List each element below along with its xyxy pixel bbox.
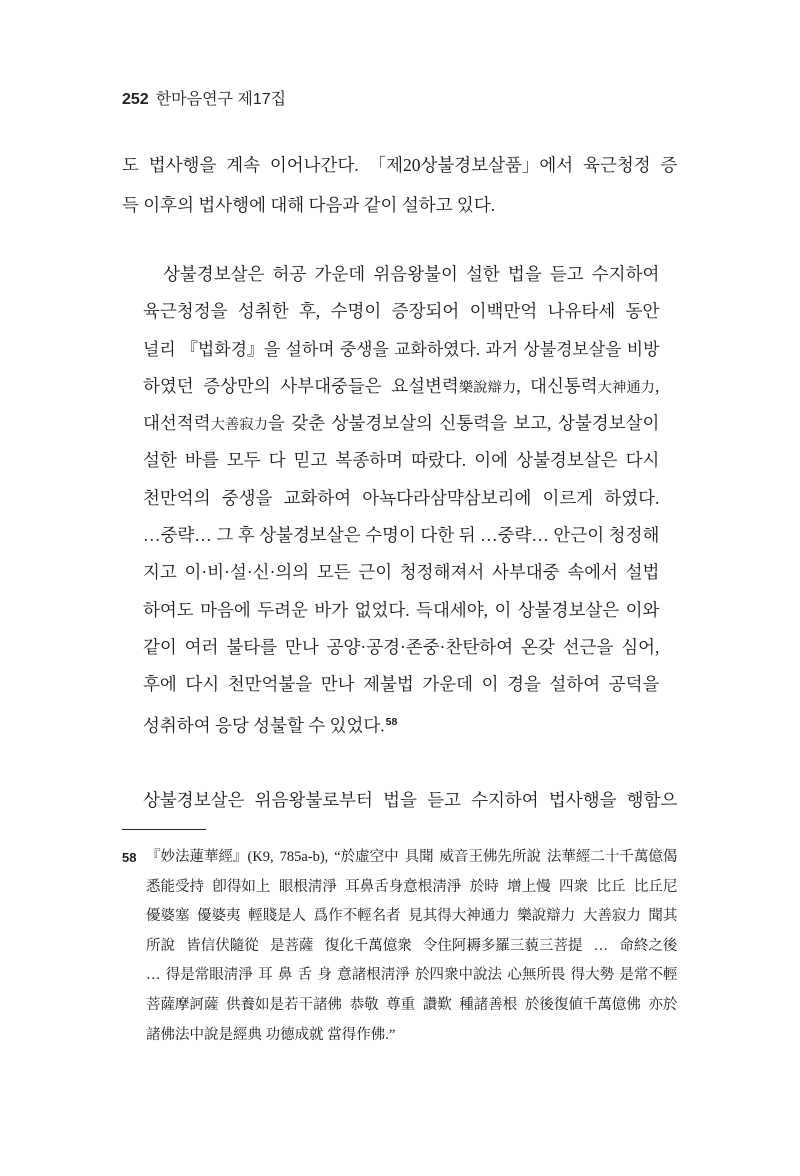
quote-line: 상불경보살은 허공 가운데 위음왕불이 설한 법을 듣고 수지하여 bbox=[163, 264, 660, 284]
footnote-line: … 得是常眼淸淨 耳 鼻 舌 身 意諸根淸淨 於四衆中說法 心無所畏 得大勢 是常不輕 bbox=[146, 967, 678, 984]
quote-line: 하여도 마음에 두려운 바가 없었다. 득대세야, 이 상불경보살은 이와 bbox=[143, 599, 660, 620]
quote-line: 천만억의 중생을 교화하여 아뇩다라삼먁삼보리에 이르게 하였다. bbox=[143, 487, 660, 508]
text-line: 도 법사행을 계속 이어나간다. 「제20상불경보살품」에서 육근청정 증 bbox=[122, 155, 678, 175]
quote-line bbox=[143, 704, 660, 741]
footnote-text bbox=[146, 843, 678, 1050]
quote-line: 하였던 증상만의 사부대중들은 요설변력樂說辯力, 대신통력大神通力, bbox=[143, 375, 660, 396]
footnote-line: 諸佛法中說是經典 功德成就 當得作佛.” bbox=[146, 1026, 396, 1043]
text-line: 득 이후의 법사행에 대해 다음과 같이 설하고 있다. bbox=[122, 195, 496, 215]
footnote-line: 優婆塞 優婆夷 輕賤是人 爲作不輕名者 見其得大神通力 樂說辯力 大善寂力 聞其 bbox=[146, 908, 678, 925]
quote-line: 육근청정을 성취한 후, 수명이 증장되어 이백만억 나유타세 동안 bbox=[143, 301, 660, 322]
footnote-line: 菩薩摩訶薩 供養如是若干諸佛 恭敬 尊重 讚歎 種諸善根 於後復値千萬億佛 亦於 bbox=[146, 996, 678, 1013]
footnote-line: 所說 皆信伏隨從 是菩薩 復化千萬億衆 令住阿耨多羅三藐三菩提 … 命終之後 bbox=[146, 937, 678, 954]
quote-line: 후에 다시 천만억불을 만나 제불법 가운데 이 경을 설하여 공덕을 bbox=[143, 674, 660, 695]
footnote-divider bbox=[122, 829, 206, 830]
block-quote bbox=[143, 256, 660, 741]
hanja-gloss: 樂說辯力 bbox=[458, 379, 517, 396]
quote-line: 대선적력大善寂力을 갖춘 상불경보살의 신통력을 보고, 상불경보살이 bbox=[143, 413, 660, 434]
text-line: 상불경보살은 위음왕불로부터 법을 듣고 수지하여 법사행을 행함으 bbox=[143, 790, 678, 810]
body-paragraph bbox=[122, 780, 678, 820]
footnote-number: 58 bbox=[122, 850, 137, 865]
quote-line-text: 성취하여 응당 성불할 수 있었다. bbox=[143, 714, 385, 735]
journal-title: 한마음연구 제17집 bbox=[155, 91, 287, 108]
body-paragraph bbox=[122, 145, 678, 225]
hanja-gloss: 大善寂力 bbox=[210, 417, 268, 434]
quote-line: …중략… 그 후 상불경보살은 수명이 다한 뒤 …중략… 안근이 청정해 bbox=[143, 525, 660, 546]
quote-line: 설한 바를 모두 다 믿고 복종하며 따랐다. 이에 상불경보살은 다시 bbox=[143, 450, 660, 471]
footnote-line: 『妙法蓮華經』(K9, 785a-b), “於虛空中 具聞 威音王佛先所說 法華經二十千萬億偈 bbox=[146, 849, 678, 865]
hanja-gloss: 大神通力 bbox=[597, 379, 656, 396]
page-number: 252 bbox=[122, 91, 149, 108]
footnote-reference: 58 bbox=[385, 715, 398, 728]
running-header bbox=[122, 90, 286, 110]
quote-line: 널리 『법화경』을 설하며 중생을 교화하였다. 과거 상불경보살을 비방 bbox=[143, 339, 660, 359]
quote-line: 지고 이·비·설·신·의의 모든 근이 청정해져서 사부대중 속에서 설법 bbox=[143, 562, 660, 583]
footnote-line: 悉能受持 卽得如上 眼根淸淨 耳鼻舌身意根淸淨 於時 增上慢 四衆 比丘 比丘尼 bbox=[146, 878, 678, 895]
quote-line: 같이 여러 불타를 만나 공양·공경·존중·찬탄하여 온갖 선근을 심어, bbox=[143, 636, 660, 657]
